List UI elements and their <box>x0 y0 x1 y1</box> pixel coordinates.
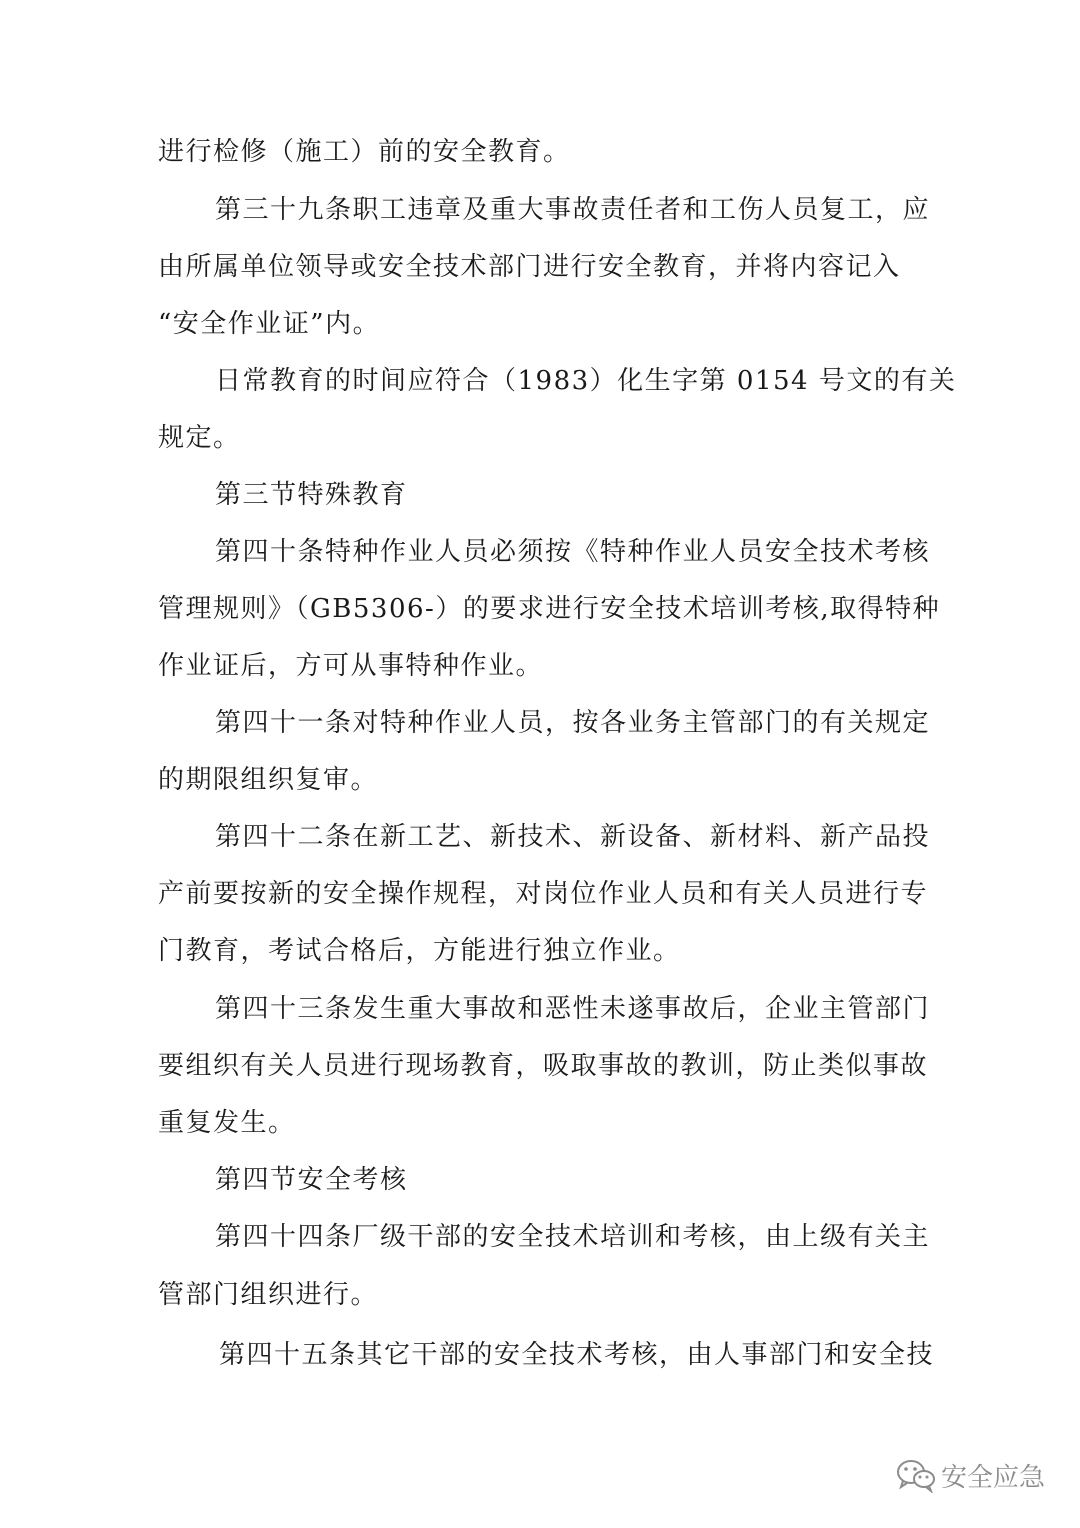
watermark-text: 安全应急 <box>941 1462 1046 1493</box>
section-heading: 第四节安全考核 <box>215 1165 408 1195</box>
text-line: 第四十四条厂级干部的安全技术培训和考核，由上级有关主 <box>215 1222 931 1252</box>
text-line: 要组织有关人员进行现场教育，吸取事故的教训，防止类似事故 <box>158 1051 929 1081</box>
text-line: 第四十一条对特种作业人员，按各业务主管部门的有关规定 <box>215 708 931 738</box>
text-line: 由所属单位领导或安全技术部门进行安全教育，并将内容记入 <box>158 252 901 282</box>
text-line: 第四十二条在新工艺、新技术、新设备、新材料、新产品投 <box>215 822 931 852</box>
text-line: 第四十三条发生重大事故和恶性未遂事故后，企业主管部门 <box>215 994 931 1024</box>
text-line: 第四十条特种作业人员必须按《特种作业人员安全技术考核 <box>215 537 931 567</box>
text-line: 重复发生。 <box>158 1108 296 1138</box>
watermark <box>895 1455 1045 1495</box>
text-line: 的期限组织复审。 <box>158 765 379 795</box>
section-heading: 第三节特殊教育 <box>215 480 408 510</box>
text-line: 管理规则》（GB5306-）的要求进行安全技术培训考核,取得特种 <box>158 594 941 624</box>
text-line: “安全作业证”内。 <box>158 309 381 339</box>
text-line: 第三十九条职工违章及重大事故责任者和工伤人员复工，应 <box>215 195 931 225</box>
text-line: 作业证后，方可从事特种作业。 <box>158 651 544 681</box>
text-line: 日常教育的时间应符合（1983）化生字第 0154 号文的有关 <box>215 366 957 396</box>
text-line: 管部门组织进行。 <box>158 1280 379 1310</box>
text-line: 产前要按新的安全操作规程，对岗位作业人员和有关人员进行专 <box>158 879 929 909</box>
wechat-icon <box>895 1457 937 1493</box>
text-line: 规定。 <box>158 423 241 453</box>
text-line: 第四十五条其它干部的安全技术考核，由人事部门和安全技 <box>219 1340 935 1370</box>
text-line: 门教育，考试合格后，方能进行独立作业。 <box>158 936 681 966</box>
text-line: 进行检修（施工）前的安全教育。 <box>158 137 571 167</box>
